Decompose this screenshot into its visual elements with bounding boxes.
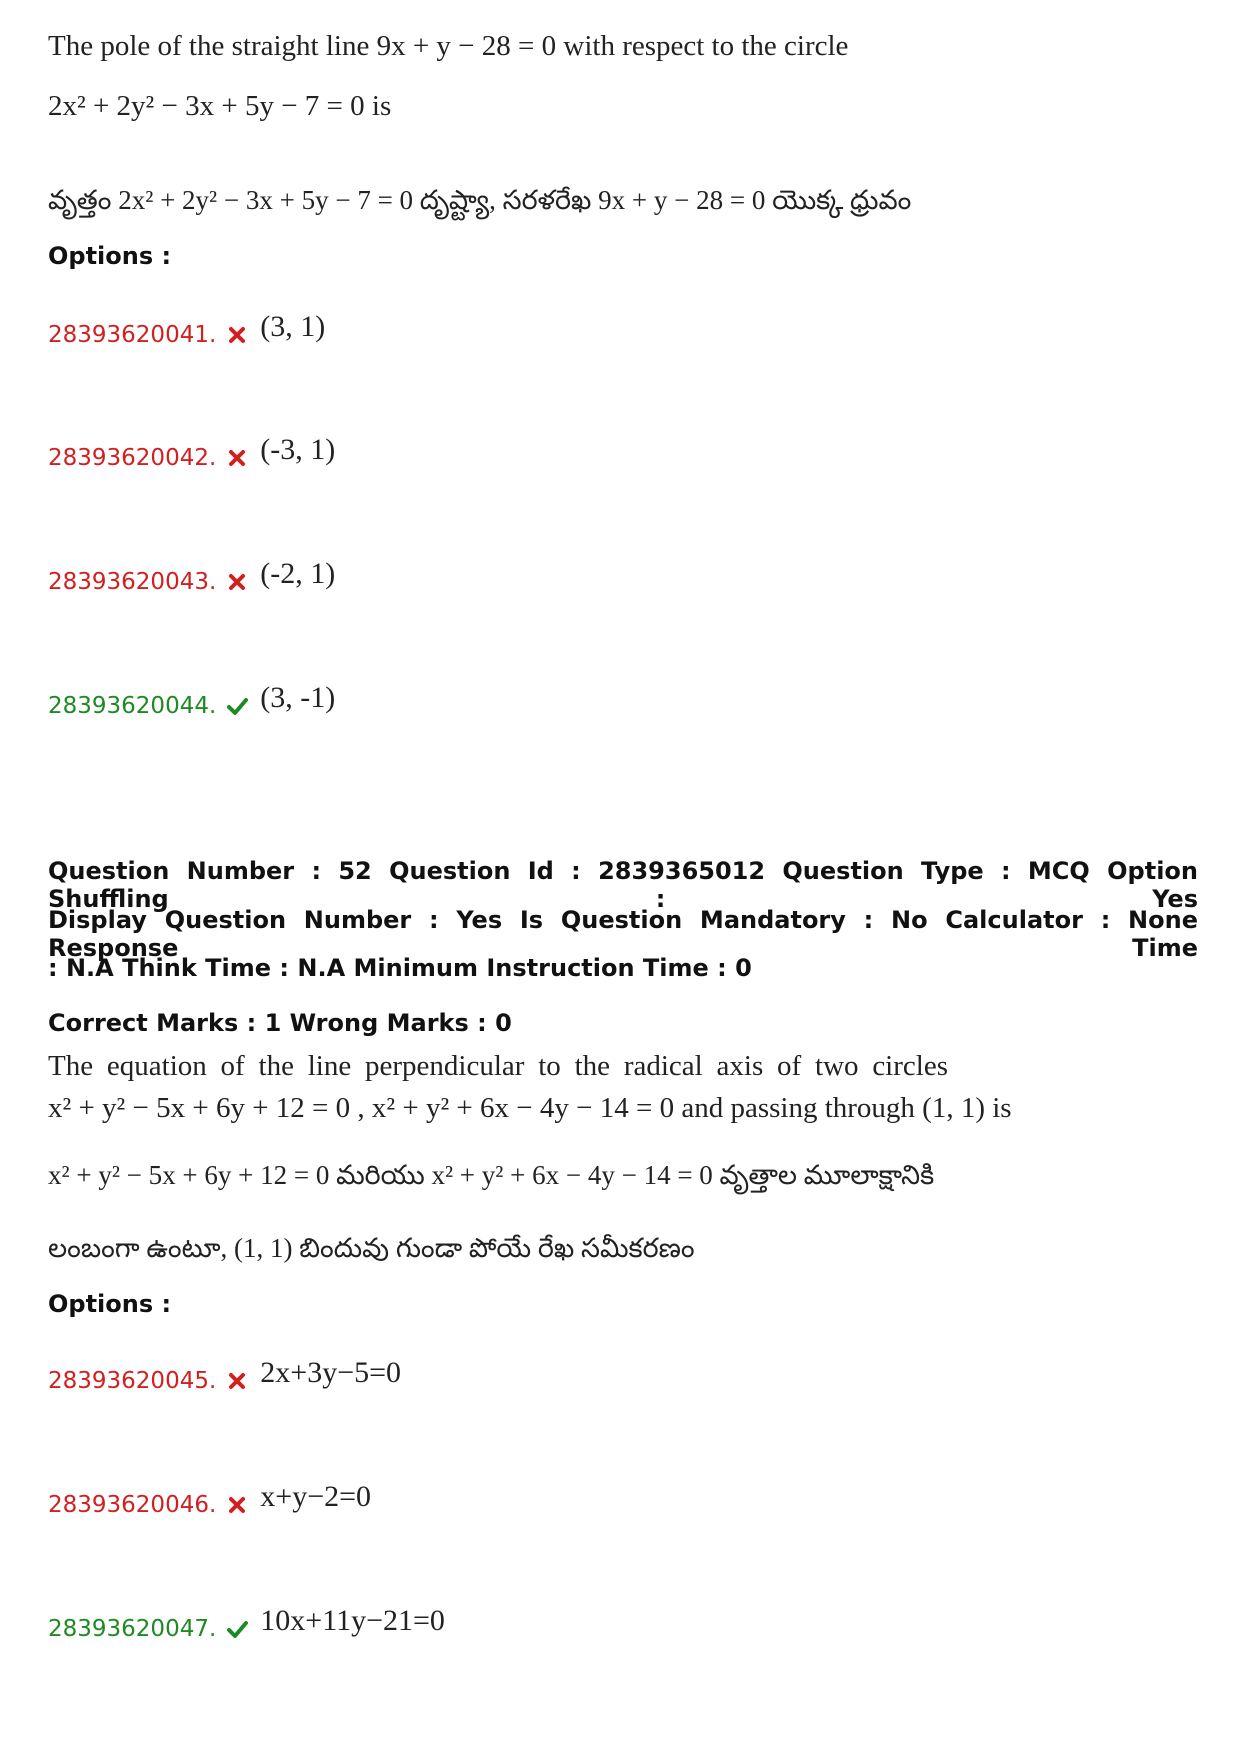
option-id: 28393620043.: [48, 569, 217, 595]
q52-text-en-line1: The equation of the line perpendicular to the radical axis of two circles: [48, 1050, 948, 1082]
option-id: 28393620042.: [48, 445, 217, 471]
q51-text-te: వృత్తం 2x² + 2y² − 3x + 5y − 7 = 0 దృష్ట్యా, సరళరేఖ 9x + y − 28 = 0 యొక్క ధ్రువం: [48, 185, 912, 215]
q52-text-te-line2: లంబంగా ఉంటూ, (1, 1) బిందువు గుండా పోయే రేఖ సమీకరణం: [48, 1233, 695, 1263]
option-value: (-2, 1): [260, 557, 336, 590]
option-id: 28393620041.: [48, 322, 217, 348]
cross-icon: [226, 1370, 248, 1392]
q51-text-en-line2: 2x² + 2y² − 3x + 5y − 7 = 0 is: [48, 90, 392, 122]
option-row: [48, 310, 326, 352]
q52-marks: Correct Marks : 1 Wrong Marks : 0: [48, 1009, 512, 1037]
cross-icon: [226, 324, 248, 346]
check-icon: [226, 695, 248, 717]
q52-options-label: Options :: [48, 1290, 172, 1318]
q52-meta-line1: Question Number : 52 Question Id : 2839365012 Question Type : MCQ Option Shuffling : Yes: [48, 857, 1198, 913]
q52-text-te-line1: x² + y² − 5x + 6y + 12 = 0 మరియు x² + y² + 6x − 4y − 14 = 0 వృత్తాల మూలాక్షానికి: [48, 1160, 935, 1190]
option-value: x+y−2=0: [260, 1480, 372, 1513]
option-value: (3, 1): [260, 310, 326, 343]
option-id: 28393620045.: [48, 1368, 217, 1394]
option-row: [48, 681, 336, 723]
option-value: 2x+3y−5=0: [260, 1356, 402, 1389]
option-id: 28393620047.: [48, 1616, 217, 1642]
q52-text-en-line2: x² + y² − 5x + 6y + 12 = 0 , x² + y² + 6x − 4y − 14 = 0 and passing through (1, 1) is: [48, 1092, 1012, 1124]
cross-icon: [226, 447, 248, 469]
option-value: (-3, 1): [260, 433, 336, 466]
option-value: 10x+11y−21=0: [260, 1604, 445, 1637]
q51-text-en-line1: The pole of the straight line 9x + y − 28 = 0 with respect to the circle: [48, 30, 849, 62]
option-row: [48, 433, 336, 475]
q52-meta-line3: : N.A Think Time : N.A Minimum Instruction Time : 0: [48, 954, 752, 982]
option-row: [48, 557, 336, 599]
option-row: [48, 1356, 402, 1398]
option-row: [48, 1604, 445, 1646]
option-id: 28393620044.: [48, 693, 217, 719]
option-id: 28393620046.: [48, 1492, 217, 1518]
option-row: [48, 1480, 372, 1522]
option-value: (3, -1): [260, 681, 336, 714]
cross-icon: [226, 571, 248, 593]
q52-meta-line2: Display Question Number : Yes Is Question Mandatory : No Calculator : None Response Time: [48, 906, 1198, 962]
check-icon: [226, 1618, 248, 1640]
cross-icon: [226, 1494, 248, 1516]
q51-options-label: Options :: [48, 242, 172, 270]
